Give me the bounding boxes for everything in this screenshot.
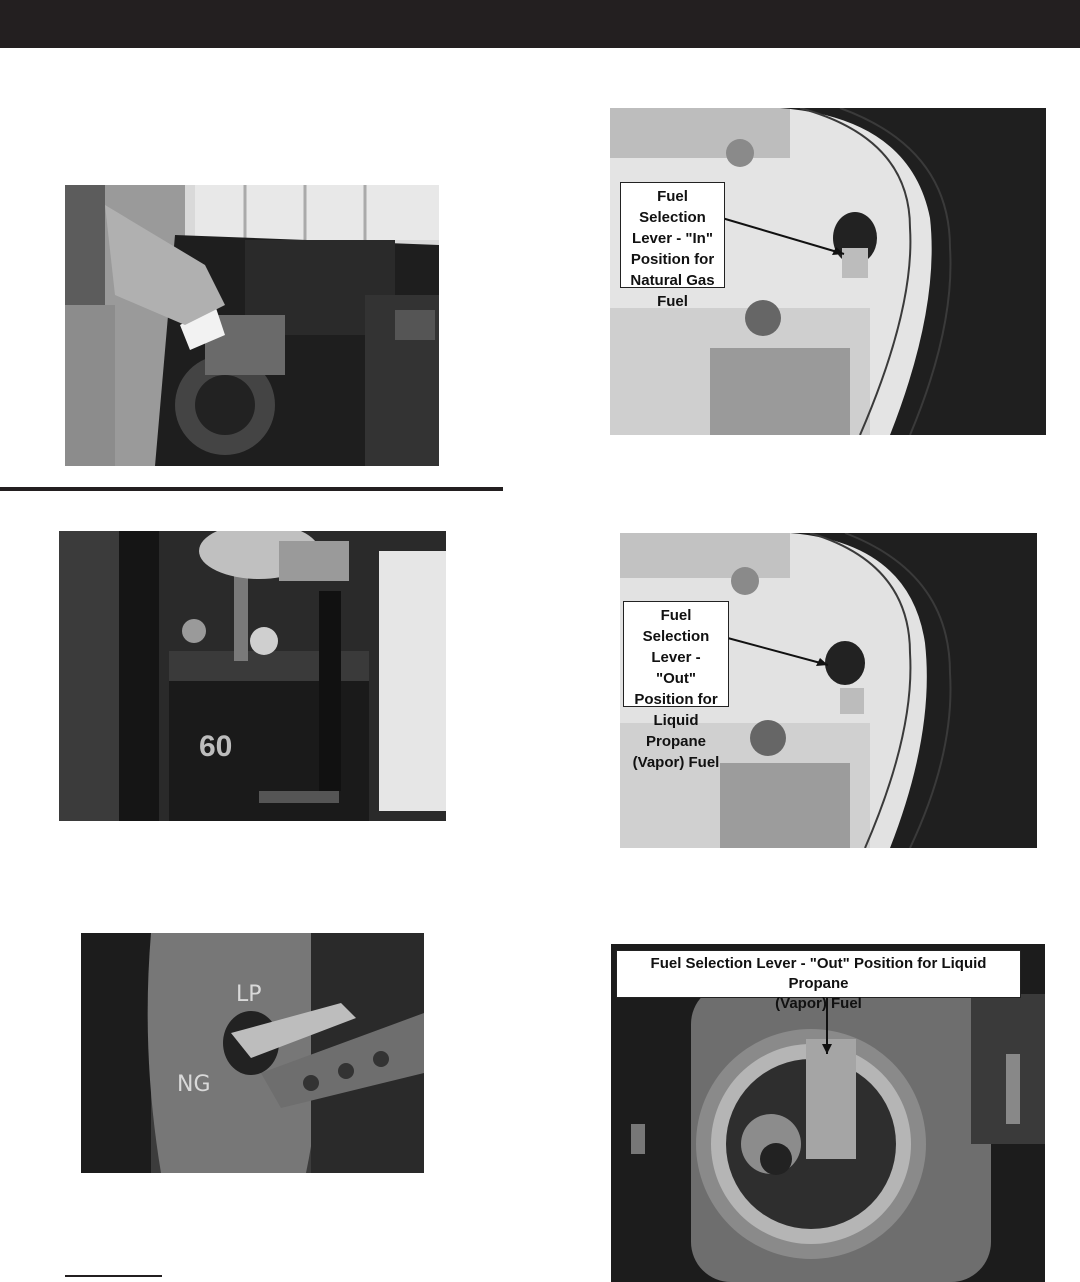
figure-lever-out-top-view-photo (611, 944, 1045, 1282)
header-bar (0, 0, 1080, 48)
figure-cover-removal-photo (65, 185, 439, 466)
section-divider (0, 487, 503, 491)
ng-label: NG (177, 1072, 211, 1097)
figure-fuel-selector-lever-photo (81, 933, 424, 1173)
lever-out-callout: Fuel Selection Lever - "Out" Position for Liquid Propane (Vapor) Fuel (623, 601, 729, 707)
lp-label: LP (236, 982, 262, 1007)
lever-in-callout: Fuel Selection Lever - "In" Position for Natural Gas Fuel (620, 182, 725, 288)
lever-out-top-callout: Fuel Selection Lever - "Out" Position for Liquid Propane (Vapor) Fuel (616, 950, 1021, 998)
figure-lever-in-photo (610, 108, 1046, 435)
figure-battery-terminal-photo (59, 531, 446, 821)
svg-text:60: 60 (199, 730, 233, 763)
short-rule (65, 1275, 162, 1277)
figure-lever-out-photo (620, 533, 1037, 848)
